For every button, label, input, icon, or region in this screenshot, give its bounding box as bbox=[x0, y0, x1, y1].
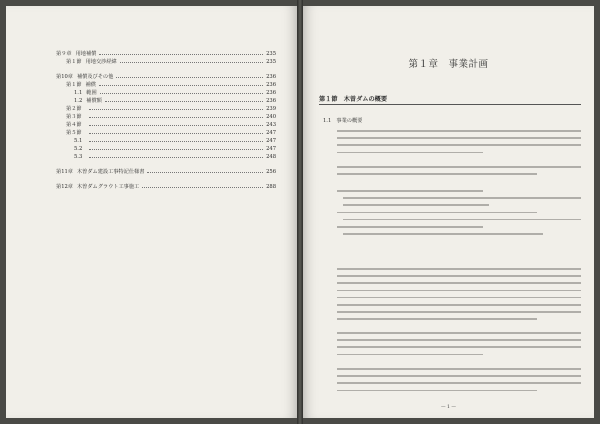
toc-number: 1.2 bbox=[74, 98, 83, 104]
toc-page-number: 247 bbox=[266, 138, 276, 144]
toc-page-number: 288 bbox=[266, 184, 276, 190]
toc-chapter-entry bbox=[56, 73, 276, 81]
toc-page-number: 235 bbox=[266, 51, 276, 57]
body-paragraph bbox=[337, 368, 581, 397]
toc-gap bbox=[56, 161, 276, 168]
toc-number: 第４節 bbox=[66, 122, 82, 128]
toc-page-number: 239 bbox=[266, 106, 276, 112]
toc-title: 補償 bbox=[85, 82, 96, 88]
toc-leader-dots bbox=[99, 54, 263, 55]
toc-chapter-entry bbox=[56, 168, 276, 176]
toc-chapter-entry bbox=[56, 183, 276, 191]
subsection-title: 1.1 事業の概要 bbox=[323, 118, 363, 124]
toc-sec-entry bbox=[56, 113, 276, 121]
toc-leader-dots bbox=[99, 85, 263, 86]
toc-sub-entry bbox=[56, 145, 276, 153]
toc-leader-dots bbox=[147, 172, 263, 173]
toc-sub-entry bbox=[56, 97, 276, 105]
toc-gap bbox=[56, 66, 276, 73]
toc-sec-entry bbox=[56, 105, 276, 113]
toc-title: 補償額 bbox=[86, 98, 102, 104]
toc-number: 1.1 bbox=[74, 90, 83, 96]
toc-number: 第５節 bbox=[66, 130, 82, 136]
toc-number: 第１節 bbox=[66, 82, 82, 88]
toc-sub-entry bbox=[56, 89, 276, 97]
toc-number: 5.2 bbox=[74, 146, 83, 152]
toc-title: 木曽ダムグラウト工事施工 bbox=[76, 184, 140, 190]
toc-page-number: 240 bbox=[266, 114, 276, 120]
toc-number: 5.1 bbox=[74, 138, 83, 144]
toc-number: 第10章 bbox=[56, 74, 73, 80]
toc-title: 用地補償 bbox=[75, 51, 97, 57]
toc-number: 第３節 bbox=[66, 114, 82, 120]
chapter-title: 第１章 事業計画 bbox=[408, 59, 489, 70]
toc-leader-dots bbox=[89, 109, 264, 110]
toc-leader-dots bbox=[89, 157, 263, 158]
right-page bbox=[303, 6, 594, 418]
toc-sec-entry bbox=[56, 58, 276, 66]
toc-page-number: 236 bbox=[266, 90, 276, 96]
toc-title: 用地交渉経緯 bbox=[85, 59, 117, 65]
toc-number: 第１節 bbox=[66, 59, 82, 65]
left-page bbox=[6, 6, 297, 418]
table-of-contents bbox=[56, 50, 276, 191]
section-title: 第１節 木曽ダムの概要 bbox=[319, 96, 388, 103]
body-paragraph bbox=[337, 166, 581, 180]
toc-page-number: 236 bbox=[266, 98, 276, 104]
toc-leader-dots bbox=[89, 133, 264, 134]
toc-leader-dots bbox=[89, 141, 263, 142]
toc-leader-dots bbox=[116, 77, 263, 78]
toc-number: 第11章 bbox=[56, 169, 73, 175]
toc-leader-dots bbox=[120, 62, 263, 63]
toc-sec-entry bbox=[56, 81, 276, 89]
toc-page-number: 236 bbox=[266, 82, 276, 88]
toc-number: 第12章 bbox=[56, 184, 73, 190]
body-paragraph bbox=[337, 332, 581, 361]
toc-title: 範囲 bbox=[86, 90, 97, 96]
toc-page-number: 235 bbox=[266, 59, 276, 65]
section-divider bbox=[319, 104, 581, 105]
toc-page-number: 248 bbox=[266, 154, 276, 160]
body-paragraph bbox=[337, 130, 581, 159]
toc-number: 5.3 bbox=[74, 154, 83, 160]
toc-sub-entry bbox=[56, 153, 276, 161]
toc-leader-dots bbox=[89, 149, 263, 150]
toc-gap bbox=[56, 176, 276, 183]
toc-title: 木曽ダム建設工事特記仕様書 bbox=[76, 169, 145, 175]
toc-number: 第９章 bbox=[56, 51, 72, 57]
toc-page-number: 236 bbox=[266, 74, 276, 80]
toc-leader-dots bbox=[89, 117, 264, 118]
toc-sub-entry bbox=[56, 137, 276, 145]
toc-leader-dots bbox=[89, 125, 264, 126]
toc-chapter-entry bbox=[56, 50, 276, 58]
page-number-right: — 1 — bbox=[440, 405, 457, 410]
toc-leader-dots bbox=[100, 93, 263, 94]
toc-number: 第２節 bbox=[66, 106, 82, 112]
toc-leader-dots bbox=[142, 187, 263, 188]
toc-page-number: 247 bbox=[266, 130, 276, 136]
toc-page-number: 256 bbox=[266, 169, 276, 175]
toc-sec-entry bbox=[56, 129, 276, 137]
toc-page-number: 243 bbox=[266, 122, 276, 128]
toc-sec-entry bbox=[56, 121, 276, 129]
toc-title: 補償及びその他 bbox=[76, 74, 114, 80]
toc-page-number: 247 bbox=[266, 146, 276, 152]
body-list bbox=[337, 190, 581, 240]
body-paragraph bbox=[337, 268, 581, 326]
toc-leader-dots bbox=[105, 101, 263, 102]
